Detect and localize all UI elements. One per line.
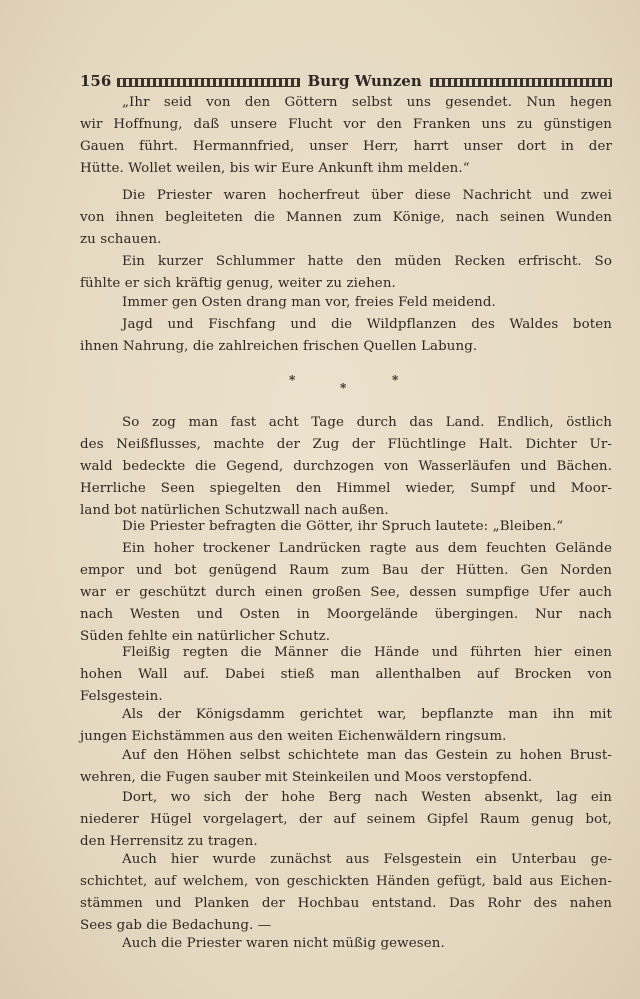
text-line: wald bedeckte die Gegend, durchzogen von Wasserläufen und Bächen. — [80, 459, 612, 474]
text-line: Süden fehlte ein natürlicher Schutz. — [80, 629, 331, 644]
text-line: jungen Eichstämmen aus den weiten Eichenwäldern ringsum. — [80, 729, 507, 744]
paragraph — [80, 745, 612, 789]
text-line: Sees gab die Bedachung. — — [80, 918, 272, 933]
separator-asterisk: * — [392, 373, 399, 387]
text-line: Ein hoher trockener Landrücken ragte aus dem feuchten Gelände — [122, 541, 612, 556]
paragraph — [80, 642, 612, 708]
paragraph — [80, 787, 612, 853]
text-line: nach Westen und Osten in Moorgelände übergingen. Nur nach — [80, 607, 612, 622]
text-line: „Ihr seid von den Göttern selbst uns gesendet. Nun hegen — [122, 95, 612, 110]
text-line: Immer gen Osten drang man vor, freies Feld meidend. — [122, 295, 496, 310]
header-ornament-left — [117, 78, 299, 87]
text-line: Gauen führt. Hermannfried, unser Herr, harrt unser dort in der — [80, 139, 612, 154]
text-line: Jagd und Fischfang und die Wildpflanzen des Waldes boten — [122, 317, 612, 332]
text-line: Ein kurzer Schlummer hatte den müden Recken erfrischt. So — [122, 254, 612, 269]
text-line: land bot natürlichen Schutzwall nach außen. — [80, 503, 389, 518]
paragraph — [80, 516, 612, 538]
separator-asterisk: * — [340, 381, 347, 395]
text-line: fühlte er sich kräftig genug, weiter zu ziehen. — [80, 276, 396, 291]
text-line: schichtet, auf welchem, von geschickten Händen gefügt, bald aus Eichen- — [80, 874, 612, 889]
text-line: war er geschützt durch einen großen See, dessen sumpfige Ufer auch — [80, 585, 612, 600]
text-line: Auch die Priester waren nicht müßig gewesen. — [122, 936, 445, 951]
paragraph — [80, 849, 612, 937]
text-line: wehren, die Fugen sauber mit Steinkeilen und Moos verstopfend. — [80, 770, 533, 785]
text-line: Felsgestein. — [80, 689, 163, 704]
text-line: Die Priester befragten die Götter, ihr Spruch lautete: „Bleiben.“ — [122, 519, 564, 534]
page-header — [80, 70, 612, 92]
text-line: Herrliche Seen spiegelten den Himmel wieder, Sumpf und Moor- — [80, 481, 612, 496]
paragraph — [80, 412, 612, 522]
text-line: Die Priester waren hocherfreut über diese Nachricht und zwei — [122, 188, 612, 203]
text-line: von ihnen begleiteten die Mannen zum Könige, nach seinen Wunden — [80, 210, 612, 225]
text-line: niederer Hügel vorgelagert, der auf seinem Gipfel Raum genug bot, — [80, 812, 612, 827]
text-line: Auch hier wurde zunächst aus Felsgestein ein Unterbau ge- — [122, 852, 612, 867]
paragraph — [80, 251, 612, 295]
text-line: hohen Wall auf. Dabei stieß man allenthalben auf Brocken von — [80, 667, 612, 682]
paragraph — [80, 933, 612, 955]
text-line: Auf den Höhen selbst schichtete man das Gestein zu hohen Brust- — [122, 748, 612, 763]
paragraph — [80, 92, 612, 180]
text-line: wir Hoffnung, daß unsere Flucht vor den Franken uns zu günstigen — [80, 117, 612, 132]
text-line: Hütte. Wollet weilen, bis wir Eure Ankunft ihm melden.“ — [80, 161, 470, 176]
text-line: des Neißflusses, machte der Zug der Flüchtlinge Halt. Dichter Ur- — [80, 437, 612, 452]
header-ornament-right — [430, 78, 612, 87]
text-line: zu schauen. — [80, 232, 162, 247]
text-line: den Herrensitz zu tragen. — [80, 834, 258, 849]
text-line: empor und bot genügend Raum zum Bau der Hütten. Gen Norden — [80, 563, 612, 578]
page-number: 156 — [80, 72, 112, 90]
text-line: Fleißig regten die Männer die Hände und führten hier einen — [122, 645, 612, 660]
text-line: So zog man fast acht Tage durch das Land. Endlich, östlich — [122, 415, 612, 430]
text-line: stämmen und Planken der Hochbau entstand. Das Rohr des nahen — [80, 896, 612, 911]
text-line: Dort, wo sich der hohe Berg nach Westen absenkt, lag ein — [122, 790, 612, 805]
paragraph — [80, 292, 612, 314]
running-title: Burg Wunzen — [307, 72, 422, 90]
paragraph — [80, 314, 612, 358]
paragraph — [80, 538, 612, 648]
text-line: ihnen Nahrung, die zahlreichen frischen Quellen Labung. — [80, 339, 478, 354]
paragraph — [80, 704, 612, 748]
paragraph — [80, 185, 612, 251]
text-line: Als der Königsdamm gerichtet war, bepflanzte man ihn mit — [122, 707, 612, 722]
separator-asterisk: * — [289, 373, 296, 387]
